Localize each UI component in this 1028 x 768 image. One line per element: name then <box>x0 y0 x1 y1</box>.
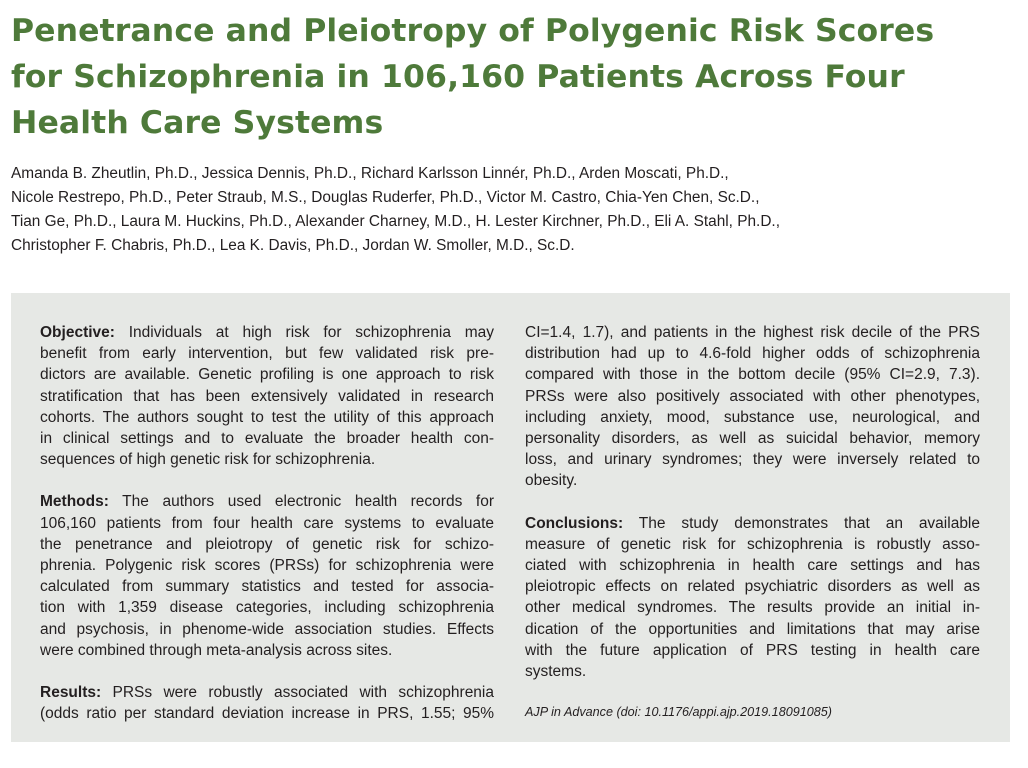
results-continued-section <box>525 322 980 492</box>
results-text: PRSs were also positively associated with other phenotypes, <box>525 387 980 405</box>
objective-text: Individuals at high risk for schizophrenia may <box>114 324 494 341</box>
author-line: Christopher F. Chabris, Ph.D., Lea K. Davis, Ph.D., Jordan W. Smoller, M.D., Sc.D. <box>11 237 575 254</box>
methods-section <box>40 491 494 661</box>
results-text: (odds ratio per standard deviation increase in PRS, 1.55; 95% <box>40 705 494 723</box>
title-line: Penetrance and Pleiotropy of Polygenic Risk Scores <box>11 13 935 49</box>
methods-text: were combined through meta-analysis across sites. <box>40 641 393 659</box>
objective-text: stratification that has been extensively validated in research <box>40 387 494 405</box>
methods-text: the penetrance and pleiotropy of genetic risk for schizo- <box>40 535 494 553</box>
abstract-left-column <box>40 322 494 745</box>
methods-text: phrenia. Polygenic risk scores (PRSs) for schizophrenia were <box>40 557 494 575</box>
objective-text: in clinical settings and to evaluate the broader health con- <box>40 430 494 448</box>
methods-text: 106,160 patients from four health care systems to evaluate <box>40 514 494 532</box>
results-text: obesity. <box>525 472 578 490</box>
results-text: compared with those in the bottom decile (95% CI=2.9, 7.3). <box>525 366 980 384</box>
abstract-box <box>11 293 1010 742</box>
results-label: Results: <box>40 684 102 702</box>
author-line: Nicole Restrepo, Ph.D., Peter Straub, M.S., Douglas Ruderfer, Ph.D., Victor M. Castro, Chia-Yen Chen, Sc.D., <box>11 189 760 206</box>
results-text: CI=1.4, 1.7), and patients in the highest risk decile of the PRS <box>525 324 980 341</box>
methods-label: Methods: <box>40 493 109 511</box>
results-text: personality disorders, as well as suicidal behavior, memory <box>525 430 980 448</box>
title-line: Health Care Systems <box>11 105 384 141</box>
methods-text: and psychosis, in phenome-wide association studies. Effects <box>40 620 494 638</box>
author-list <box>11 162 1011 258</box>
conclusions-text: ciated with schizophrenia in health care settings and has <box>525 557 980 575</box>
results-text: distribution had up to 4.6-fold higher odds of schizophrenia <box>525 345 980 363</box>
abstract-right-column <box>525 322 980 721</box>
conclusions-section <box>525 513 980 683</box>
objective-text: sequences of high genetic risk for schizophrenia. <box>40 451 376 469</box>
methods-text: calculated from summary statistics and tested for associa- <box>40 578 494 596</box>
title-line: for Schizophrenia in 106,160 Patients Across Four <box>11 59 905 95</box>
objective-section <box>40 322 494 470</box>
conclusions-text: with the future application of PRS testing in health care <box>525 641 980 659</box>
results-section <box>40 682 494 724</box>
conclusions-text: pleiotropic effects on related psychiatric disorders as well as <box>525 578 980 596</box>
results-text: including anxiety, mood, substance use, neurological, and <box>525 408 980 426</box>
methods-text: tion with 1,359 disease categories, including schizophrenia <box>40 599 494 617</box>
objective-text: cohorts. The authors sought to test the utility of this approach <box>40 408 494 426</box>
methods-text: The authors used electronic health records for <box>108 493 494 511</box>
citation: AJP in Advance (doi: 10.1176/appi.ajp.2019.18091085) <box>525 705 832 720</box>
author-line: Amanda B. Zheutlin, Ph.D., Jessica Dennis, Ph.D., Richard Karlsson Linnér, Ph.D., Arden Moscati, Ph.D., <box>11 165 729 182</box>
conclusions-text: measure of genetic risk for schizophrenia is robustly asso- <box>525 535 980 553</box>
results-text: loss, and urinary syndromes; they were inversely related to <box>525 451 980 469</box>
objective-label: Objective: <box>40 324 115 341</box>
conclusions-text: dication of the opportunities and limitations that may arise <box>525 620 980 638</box>
paper-title <box>11 8 1011 146</box>
author-line: Tian Ge, Ph.D., Laura M. Huckins, Ph.D., Alexander Charney, M.D., H. Lester Kirchner, Ph.D., Eli A. Stahl, Ph.D., <box>11 213 780 230</box>
results-text: PRSs were robustly associated with schizophrenia <box>101 684 494 702</box>
conclusions-text: The study demonstrates that an available <box>623 514 980 532</box>
objective-text: dictors are available. Genetic profiling is one approach to risk <box>40 366 494 384</box>
conclusions-text: systems. <box>525 663 587 681</box>
conclusions-label: Conclusions: <box>525 514 624 532</box>
conclusions-text: other medical syndromes. The results provide an initial in- <box>525 599 980 617</box>
objective-text: benefit from early intervention, but few validated risk pre- <box>40 345 494 363</box>
